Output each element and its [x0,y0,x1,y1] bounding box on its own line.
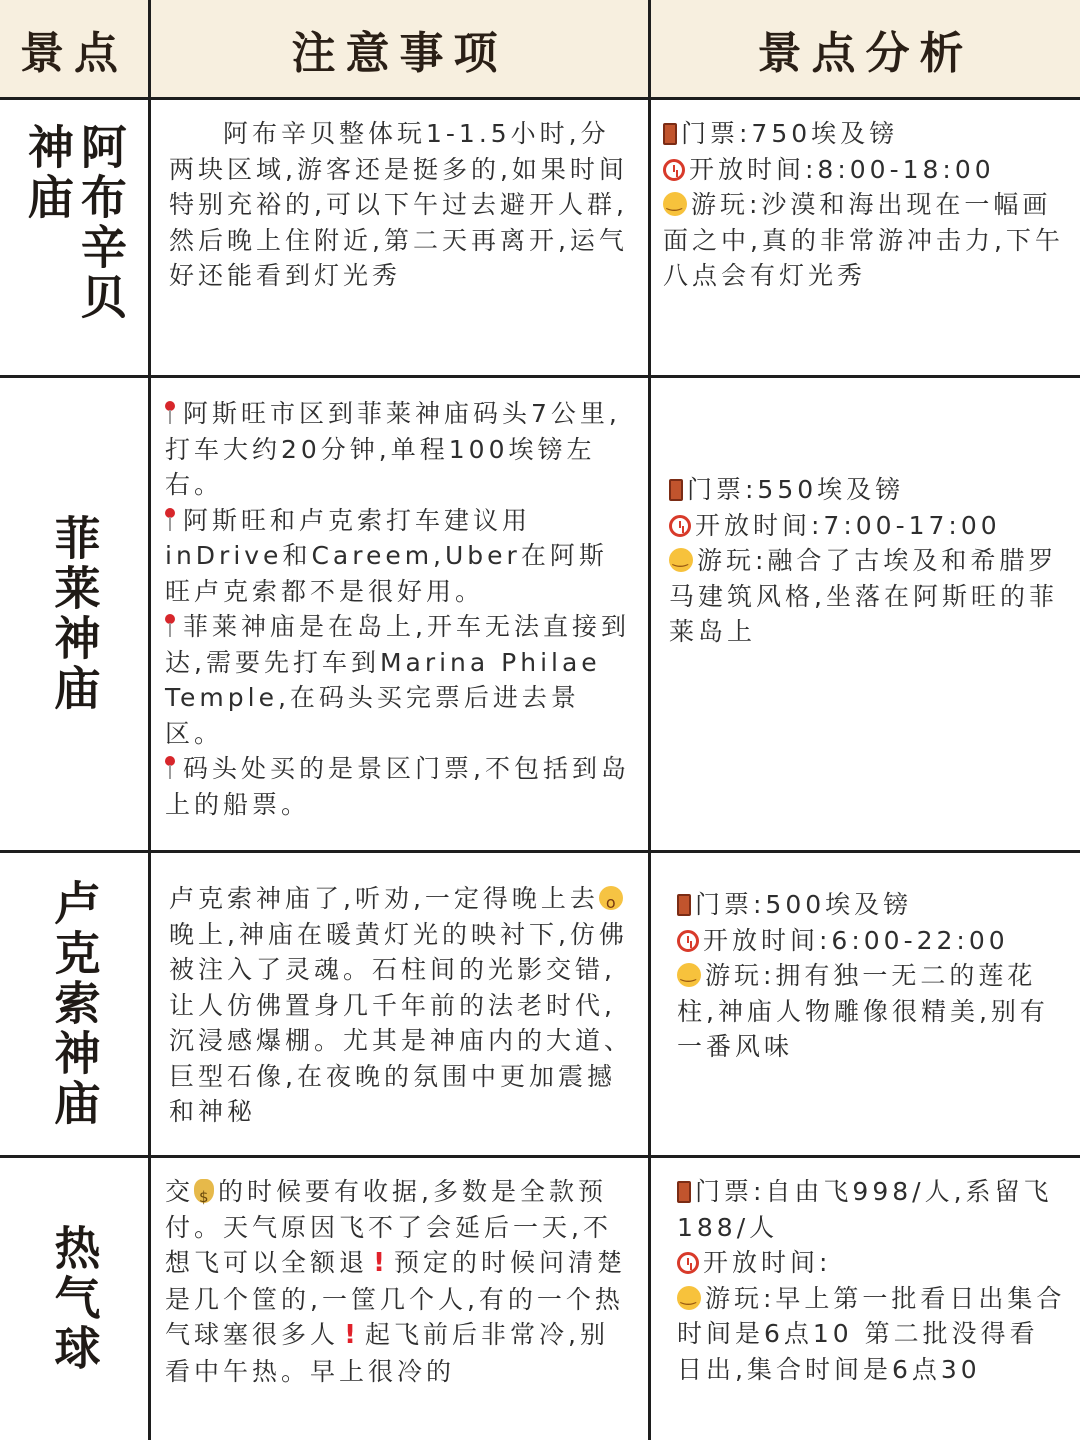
ticket-text: 门票:自由飞998/人,系留飞188/人 [677,1177,1053,1242]
header-notes: 注意事项 [151,0,651,100]
analysis-abu-simbel [651,100,1080,378]
hours-text: 开放时间:8:00-18:00 [689,154,995,184]
note-text: 预定的时候问清楚是几个筐的,一筐几个人,有的一个热气球塞很多人 [165,1248,627,1349]
notes-luxor [151,853,651,1158]
alarm-clock-icon [677,1252,699,1274]
pin-icon [165,614,175,638]
smile-icon [677,1286,701,1310]
analysis-luxor [651,853,1080,1158]
play-text: 游玩:融合了古埃及和希腊罗马建筑风格,坐落在阿斯旺的菲莱岛上 [669,546,1058,646]
door-icon [677,894,691,916]
note-text: 起飞前后非常冷,别看中午热。早上很冷的 [165,1320,609,1386]
row-name-luxor [0,853,151,1158]
note-text: 的时候要有收据,多数是全款预付。天气原因飞不了会延后一天,不想飞可以全额退 [165,1177,612,1277]
hours-text: 开放时间:6:00-22:00 [703,925,1009,955]
hours-text: 开放时间: [703,1248,832,1277]
header-attraction: 景点 [0,0,151,100]
ticket-text: 门票:500埃及镑 [695,890,913,919]
scared-face-icon [599,886,623,910]
notes-philae [151,378,651,853]
note-text: 菲莱神庙是在岛上,开车无法直接到达,需要先打车到Marina Philae Temple,在码头买完票后进去景区。 [165,612,630,748]
attraction-name: 卢克索神庙 [47,879,102,1129]
header-analysis: 景点分析 [651,0,1080,100]
pin-icon [165,756,175,780]
smile-icon [663,192,687,216]
note-text: 码头处买的是景区门票,不包括到岛上的船票。 [165,754,630,819]
attraction-name: 阿布辛贝神庙 [21,122,128,323]
note-text: 卢克索神庙了,听劝,一定得晚上去 [169,884,599,913]
notes-balloon [151,1158,651,1440]
alarm-clock-icon [669,515,691,537]
row-name-philae [0,378,151,853]
hours-text: 开放时间:7:00-17:00 [695,510,1001,540]
analysis-balloon [651,1158,1080,1440]
door-icon [663,123,677,145]
note-text: 交 [165,1177,195,1206]
note-text: 阿斯旺和卢克索打车建议用inDrive和Careem,Uber在阿斯旺卢克索都不是很好用。 [165,505,608,606]
ticket-text: 门票:750埃及镑 [681,119,899,148]
door-icon [677,1181,691,1203]
row-name-abu-simbel [0,100,151,378]
attraction-name: 菲莱神庙 [47,514,102,714]
door-icon [669,479,683,501]
row-name-balloon [0,1158,151,1440]
play-text: 游玩:早上第一批看日出集合时间是6点10 第二批没得看日出,集合时间是6点30 [677,1283,1066,1384]
pin-icon [165,401,175,425]
attraction-name: 热气球 [47,1224,102,1374]
exclamation-icon: ! [344,1320,356,1350]
note-text: 晚上,神庙在暖黄灯光的映衬下,仿佛被注入了灵魂。石柱间的光影交错,让人仿佛置身几千年前的法老时代,沉浸感爆棚。尤其是神庙内的大道、巨型石像,在夜晚的氛围中更加震撼和神秘 [169,919,634,1126]
exclamation-icon: ! [373,1248,385,1278]
alarm-clock-icon [663,159,685,181]
play-text: 游玩:沙漠和海出现在一幅画面之中,真的非常游冲击力,下午八点会有灯光秀 [663,190,1064,290]
ticket-text: 门票:550埃及镑 [687,475,905,504]
note-text: 阿布辛贝整体玩1-1.5小时,分两块区域,游客还是挺多的,如果时间特别充裕的,可以下午过去避开人群,然后晚上住附近,第二天再离开,运气好还能看到灯光秀 [169,119,628,290]
pin-icon [165,508,175,532]
smile-icon [669,548,693,572]
analysis-philae [651,378,1080,853]
alarm-clock-icon [677,930,699,952]
smile-icon [677,963,701,987]
money-bag-icon [194,1179,214,1203]
note-text: 阿斯旺市区到菲莱神庙码头7公里,打车大约20分钟,单程100埃镑左右。 [165,399,621,499]
play-text: 游玩:拥有独一无二的莲花柱,神庙人物雕像很精美,别有一番风味 [677,961,1049,1061]
notes-abu-simbel [151,100,651,378]
